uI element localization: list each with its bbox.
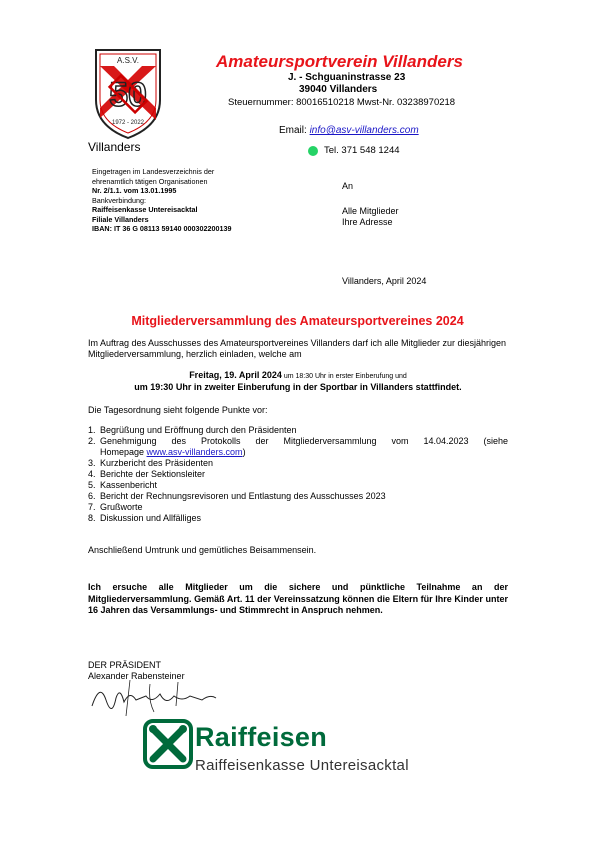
- logo-years: 1972 - 2022: [111, 120, 145, 126]
- club-city-label: Villanders: [88, 140, 141, 154]
- email-line: [279, 125, 419, 136]
- club-street: J. - Schguaninstrasse 23: [288, 72, 406, 83]
- agenda-item: 5. Kassenbericht: [88, 480, 158, 490]
- recipient-block: [342, 206, 399, 228]
- agenda-list: [88, 425, 508, 524]
- phone-number: Tel. 371 548 1244: [324, 145, 400, 156]
- bank-branch: Filiale Villanders: [92, 214, 149, 224]
- recipient-line: Alle Mitglieder: [342, 206, 399, 216]
- registration-line: Eingetragen im Landesverzeichnis der: [92, 167, 215, 176]
- page-title: Mitgliederversammlung des Amateursportvereines 2024: [131, 314, 464, 328]
- agenda-item: 3. Kurzbericht des Präsidenten: [88, 458, 214, 468]
- meeting-line-1: [88, 370, 508, 382]
- logo-number: 50: [109, 76, 147, 114]
- sponsor-subtitle: Raiffeisenkasse Untereisacktal: [195, 757, 409, 774]
- signature-role: DER PRÄSIDENT: [88, 660, 162, 670]
- raiffeisen-logo-icon: [143, 719, 193, 769]
- registration-block: [92, 167, 231, 234]
- bank-iban: IBAN: IT 36 G 08113 59140 000302200139: [92, 224, 232, 233]
- appeal-paragraph: Ich ersuche alle Mitglieder um die sichere und pünktliche Teilnahme an der Mitgliederversammlung. Gemäß Art. 11 der Vereinssatzung können die Eltern für Ihre Kinder unter 16 Jahren das Versammlungs- und Stimmrecht in Anspruch nehmen.: [88, 582, 508, 615]
- club-name: Amateursportverein Villanders: [216, 52, 463, 71]
- bank-label: Bankverbindung:: [92, 195, 146, 205]
- agenda-item: 1. Begrüßung und Eröffnung durch den Präsidenten: [88, 425, 297, 435]
- agenda-item: 6. Bericht der Rechnungsrevisoren und Entlastung des Ausschusses 2023: [88, 491, 386, 501]
- agenda-item: 7. Grußworte: [88, 502, 143, 512]
- agenda-item: 2. Genehmigung des Protokolls der Mitgliederversammlung vom 14.04.2023 (siehe: [88, 436, 508, 446]
- email-label: Email:: [279, 125, 307, 136]
- agenda-item-continuation: Homepage www.asv-villanders.com): [100, 447, 246, 457]
- bank-name: Raiffeisenkasse Untereisacktal: [92, 205, 198, 214]
- tax-line: Steuernummer: 80016510218 Mwst-Nr. 03238970218: [228, 97, 456, 108]
- agenda-intro: Die Tagesordnung sieht folgende Punkte vor:: [88, 405, 268, 415]
- place-date: Villanders, April 2024: [342, 276, 427, 286]
- recipient-an: An: [342, 181, 354, 191]
- whatsapp-icon: [308, 146, 318, 156]
- registration-number: Nr. 2/1.1. vom 13.01.1995: [92, 186, 177, 195]
- homepage-link[interactable]: www.asv-villanders.com: [146, 447, 243, 457]
- agenda-item: 8. Diskussion und Allfälliges: [88, 513, 202, 523]
- sponsor-name: Raiffeisen: [195, 722, 328, 752]
- intro-paragraph: Im Auftrag des Ausschusses des Amateursportvereines Villanders darf ich alle Mitglieder zur diesjährigen Mitgliederversammlung, herzlich einladen, welche am: [88, 338, 507, 359]
- logo-top-text: A.S.V.: [117, 56, 139, 65]
- club-logo: [92, 48, 164, 140]
- agenda-item: 4. Berichte der Sektionsleiter: [88, 469, 206, 479]
- registration-line: ehrenamtlich tätigen Organisationen: [92, 176, 208, 186]
- recipient-line: Ihre Adresse: [342, 217, 393, 227]
- email-link[interactable]: info@asv-villanders.com: [309, 125, 419, 136]
- meeting-date: Freitag, 19. April 2024: [189, 370, 282, 380]
- closing-line: Anschließend Umtrunk und gemütliches Beisammensein.: [88, 545, 317, 555]
- meeting-first-call: um 18:30 Uhr in erster Einberufung und: [281, 373, 407, 380]
- club-postal-city: 39040 Villanders: [299, 84, 378, 95]
- handwritten-signature: [90, 676, 220, 718]
- signature-name: Alexander Rabensteiner: [88, 671, 185, 681]
- phone-line: [308, 145, 400, 156]
- meeting-line-2: um 19:30 Uhr in zweiter Einberufung in der Sportbar in Villanders stattfindet.: [134, 382, 462, 392]
